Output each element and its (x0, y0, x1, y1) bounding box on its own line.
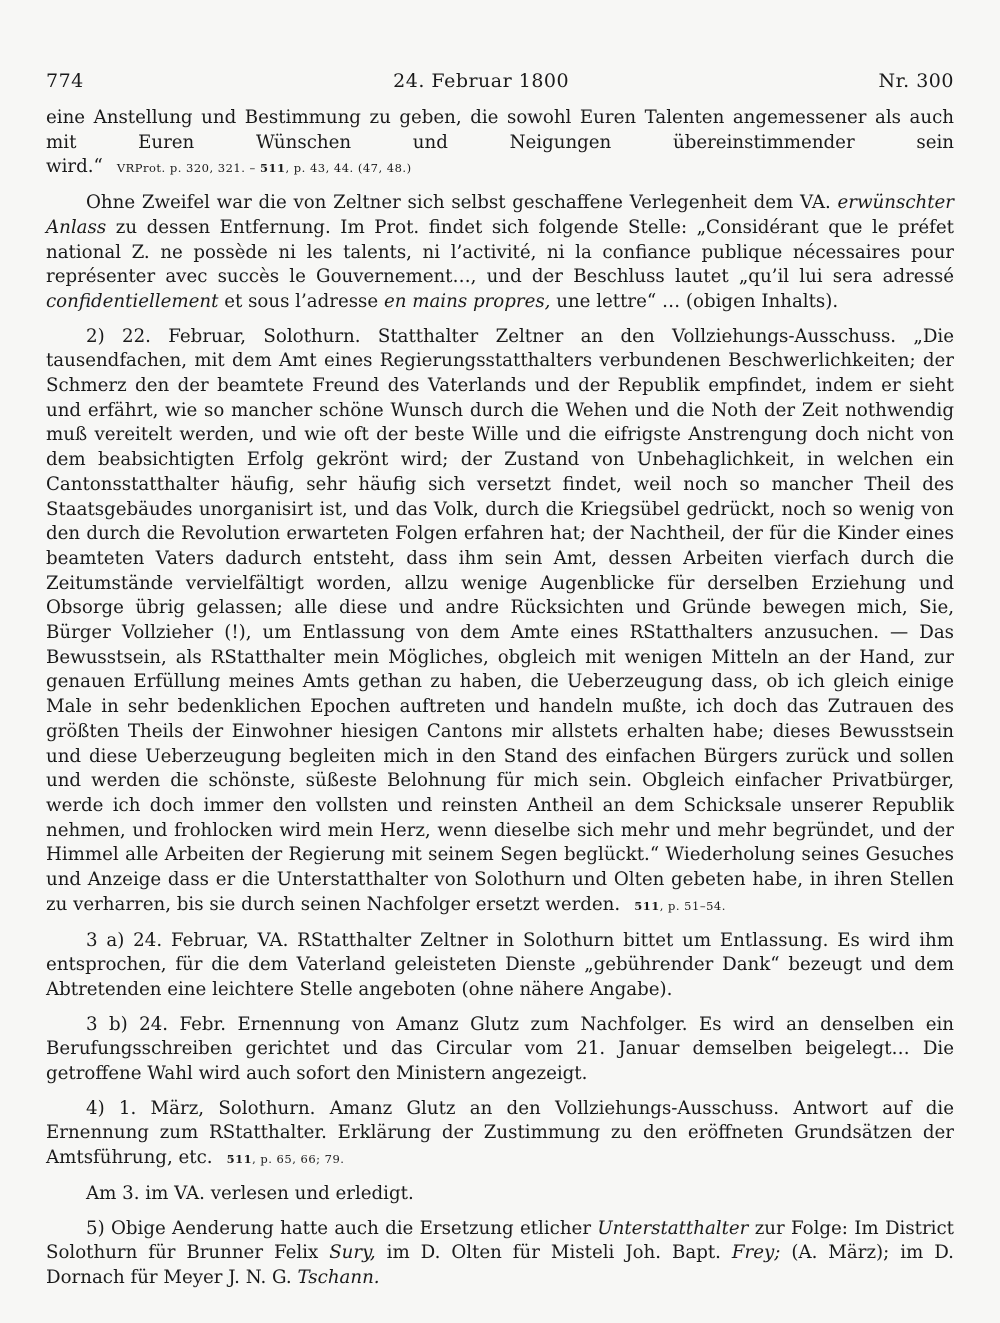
reference-1-pages: , p. 43, 44. (47, 48.) (285, 161, 412, 176)
document-number: Nr. 300 (878, 70, 954, 92)
paragraph-2-italic-2: confidentiellement (46, 290, 219, 312)
paragraph-8-italic-3: Frey; (731, 1242, 781, 1264)
paragraph-2-text-1: Ohne Zweifel war die von Zeltner sich selbst geschaffene Verlegenheit dem VA. (86, 192, 831, 214)
paragraph-1-text: eine Anstellung und Bestimmung zu geben, die sowohl Euren Talenten angemessener als auch mit Euren Wünschen und Neigungen übereinstimmender sein wird.“ (46, 107, 954, 178)
paragraph-8-text-4: (A. März); im D. Dornach für Meyer J. N. G. (46, 1242, 954, 1288)
paragraph-2-text-4: une lettre“ … (obigen Inhalts). (556, 290, 839, 312)
paragraph-5 (46, 1013, 954, 1087)
reference-2 (634, 899, 726, 913)
reference-1 (117, 161, 412, 175)
header-date: 24. Februar 1800 (393, 70, 570, 92)
paragraph-8 (46, 1217, 954, 1291)
paragraph-7-text: Am 3. im VA. verlesen und erledigt. (86, 1182, 414, 1204)
paragraph-4 (46, 929, 954, 1003)
paragraph-8-text-2: zur Folge: Im District Solothurn für Brunner Felix (46, 1217, 954, 1264)
paragraph-2-italic-3: en mains propres, (383, 290, 551, 312)
paragraph-3-text: 2) 22. Februar, Solothurn. Statthalter Zeltner an den Vollziehungs-Ausschuss. „Die tausendfachen, mit dem Amt eines Regierungsstatthalters verbundenen Beschwerlichkeiten; der Schmerz den der beamtete Freund des Vaterlands und der Republik empfindet, indem er sieht und erfährt, wie so mancher schöne Wunsch durch die Wehen und die Noth der Zeit nothwendig muß vereitelt werden, und wie oft der beste Wille und die eifrigste Anstrengung doch nicht von dem beabsichtigten Erfolg gekrönt wird; der Zustand von Unbehaglichkeit, in welchen ein Cantonsstatthalter häufig, sehr häufig sich versetzt findet, weil noch so mancher Theil des Staatsgebäudes unorganisirt ist, und das Volk, durch die Kriegsübel gedrückt, noch so wenig von den durch die Revolution erwarteten Folgen erfahren hat; der Nachtheil, der für die Kinder eines beamteten Vaters dadurch entsteht, dass ihm sein Amt, dessen Arbeiten vierfach durch die Zeitumstände vervielfältigt worden, allzu wenige Augenblicke für derselben Erziehung und Obsorge übrig gelassen; alle diese und andre Rücksichten und Gründe bewegen mich, Sie, Bürger Vollzieher (!), um Entlassung von dem Amte eines RStatthalters anzusuchen. — Das Bewusstsein, als RStatthalter mein Mögliches, obgleich mit wenigen Mitteln an der Hand, zur genauen Erfüllung meines Amts gethan zu haben, die Ueberzeugung dass, ob ich gleich einige Male in sehr bedenklichen Epochen auftreten und handeln mußte, ich doch das Zutrauen des größten Theils der Einwohner hiesigen Cantons mir allstets erhalten habe; dieses Bewusstsein und diese Ueberzeugung begleiten mich in den Stand des einfachen Bürgers zurück und sollen und werden die schönste, süßeste Belohnung für mich sein. Obgleich einfacher Privatbürger, werde ich doch immer den vollsten und reinsten Antheil an dem Schicksale unserer Republik nehmen, und frohlocken wird mein Herz, wenn dieselbe sich mehr und mehr begründet, und der Himmel alle Arbeiten der Regierung mit seinem Segen beglückt.“ Wiederholung seines Gesuches und Anzeige dass er die Unterstatthalter von Solothurn und Olten gebeten habe, in ihren Stellen zu verharren, bis sie durch seinen Nachfolger ersetzt werden. (46, 325, 954, 915)
reference-3-pages: , p. 65, 66; 79. (252, 1152, 345, 1167)
paragraph-2-italic-1: erwünschter Anlass (46, 192, 954, 238)
paragraph-8-italic-4: Tschann. (297, 1266, 380, 1288)
paragraph-2-text-2: zu dessen Entfernung. Im Prot. findet sich folgende Stelle: „Considérant que le préfet national Z. ne possède ni les talents, ni l’activité, ni la confiance publique nécessaires pour représenter avec succès le Gouvernement…, und der Beschluss lautet „qu’il lui sera adressé (46, 216, 954, 288)
paragraph-5-text: 3 b) 24. Febr. Ernennung von Amanz Glutz zum Nachfolger. Es wird an denselben ein Berufungsschreiben gerichtet und das Circular vom 21. Januar demselben beigelegt… Die getroffene Wahl wird auch sofort den Ministern angezeigt. (46, 1013, 954, 1085)
paragraph-3 (46, 325, 954, 919)
paragraph-8-italic-1: Unterstatthalter (597, 1217, 749, 1239)
reference-2-volume: 511 (634, 898, 660, 913)
reference-1-prot: VRProt. p. 320, 321. – (116, 161, 256, 176)
reference-3 (227, 1152, 345, 1166)
page-header (46, 70, 954, 92)
paragraph-1 (46, 106, 954, 181)
paragraph-2-text-3: et sous l’adresse (224, 290, 379, 312)
paragraph-6 (46, 1097, 954, 1172)
page-number: 774 (46, 70, 84, 92)
paragraph-8-italic-2: Sury, (329, 1242, 376, 1264)
paragraph-4-text: 3 a) 24. Februar, VA. RStatthalter Zeltner in Solothurn bittet um Entlassung. Es wird ihm entsprochen, für die dem Vaterland geleisteten Dienste „gebührender Dank“ bezeugt und dem Abtretenden eine leichtere Stelle angeboten (ohne nähere Angabe). (46, 929, 954, 1000)
paragraph-7 (46, 1182, 954, 1207)
paragraph-8-text-3: im D. Olten für Misteli Joh. Bapt. (386, 1242, 721, 1264)
reference-2-pages: , p. 51–54. (659, 898, 726, 913)
reference-1-volume: 511 (259, 161, 286, 176)
paragraph-6-text: 4) 1. März, Solothurn. Amanz Glutz an den Vollziehungs-Ausschuss. Antwort auf die Ernennung zum RStatthalter. Erklärung der Zustimmung zu den eröffneten Grundsätzen der Amtsführung, etc. (46, 1097, 954, 1169)
reference-3-volume: 511 (226, 1152, 253, 1167)
paragraph-2 (46, 191, 954, 315)
paragraph-8-text-1: 5) Obige Aenderung hatte auch die Ersetzung etlicher (86, 1217, 592, 1239)
